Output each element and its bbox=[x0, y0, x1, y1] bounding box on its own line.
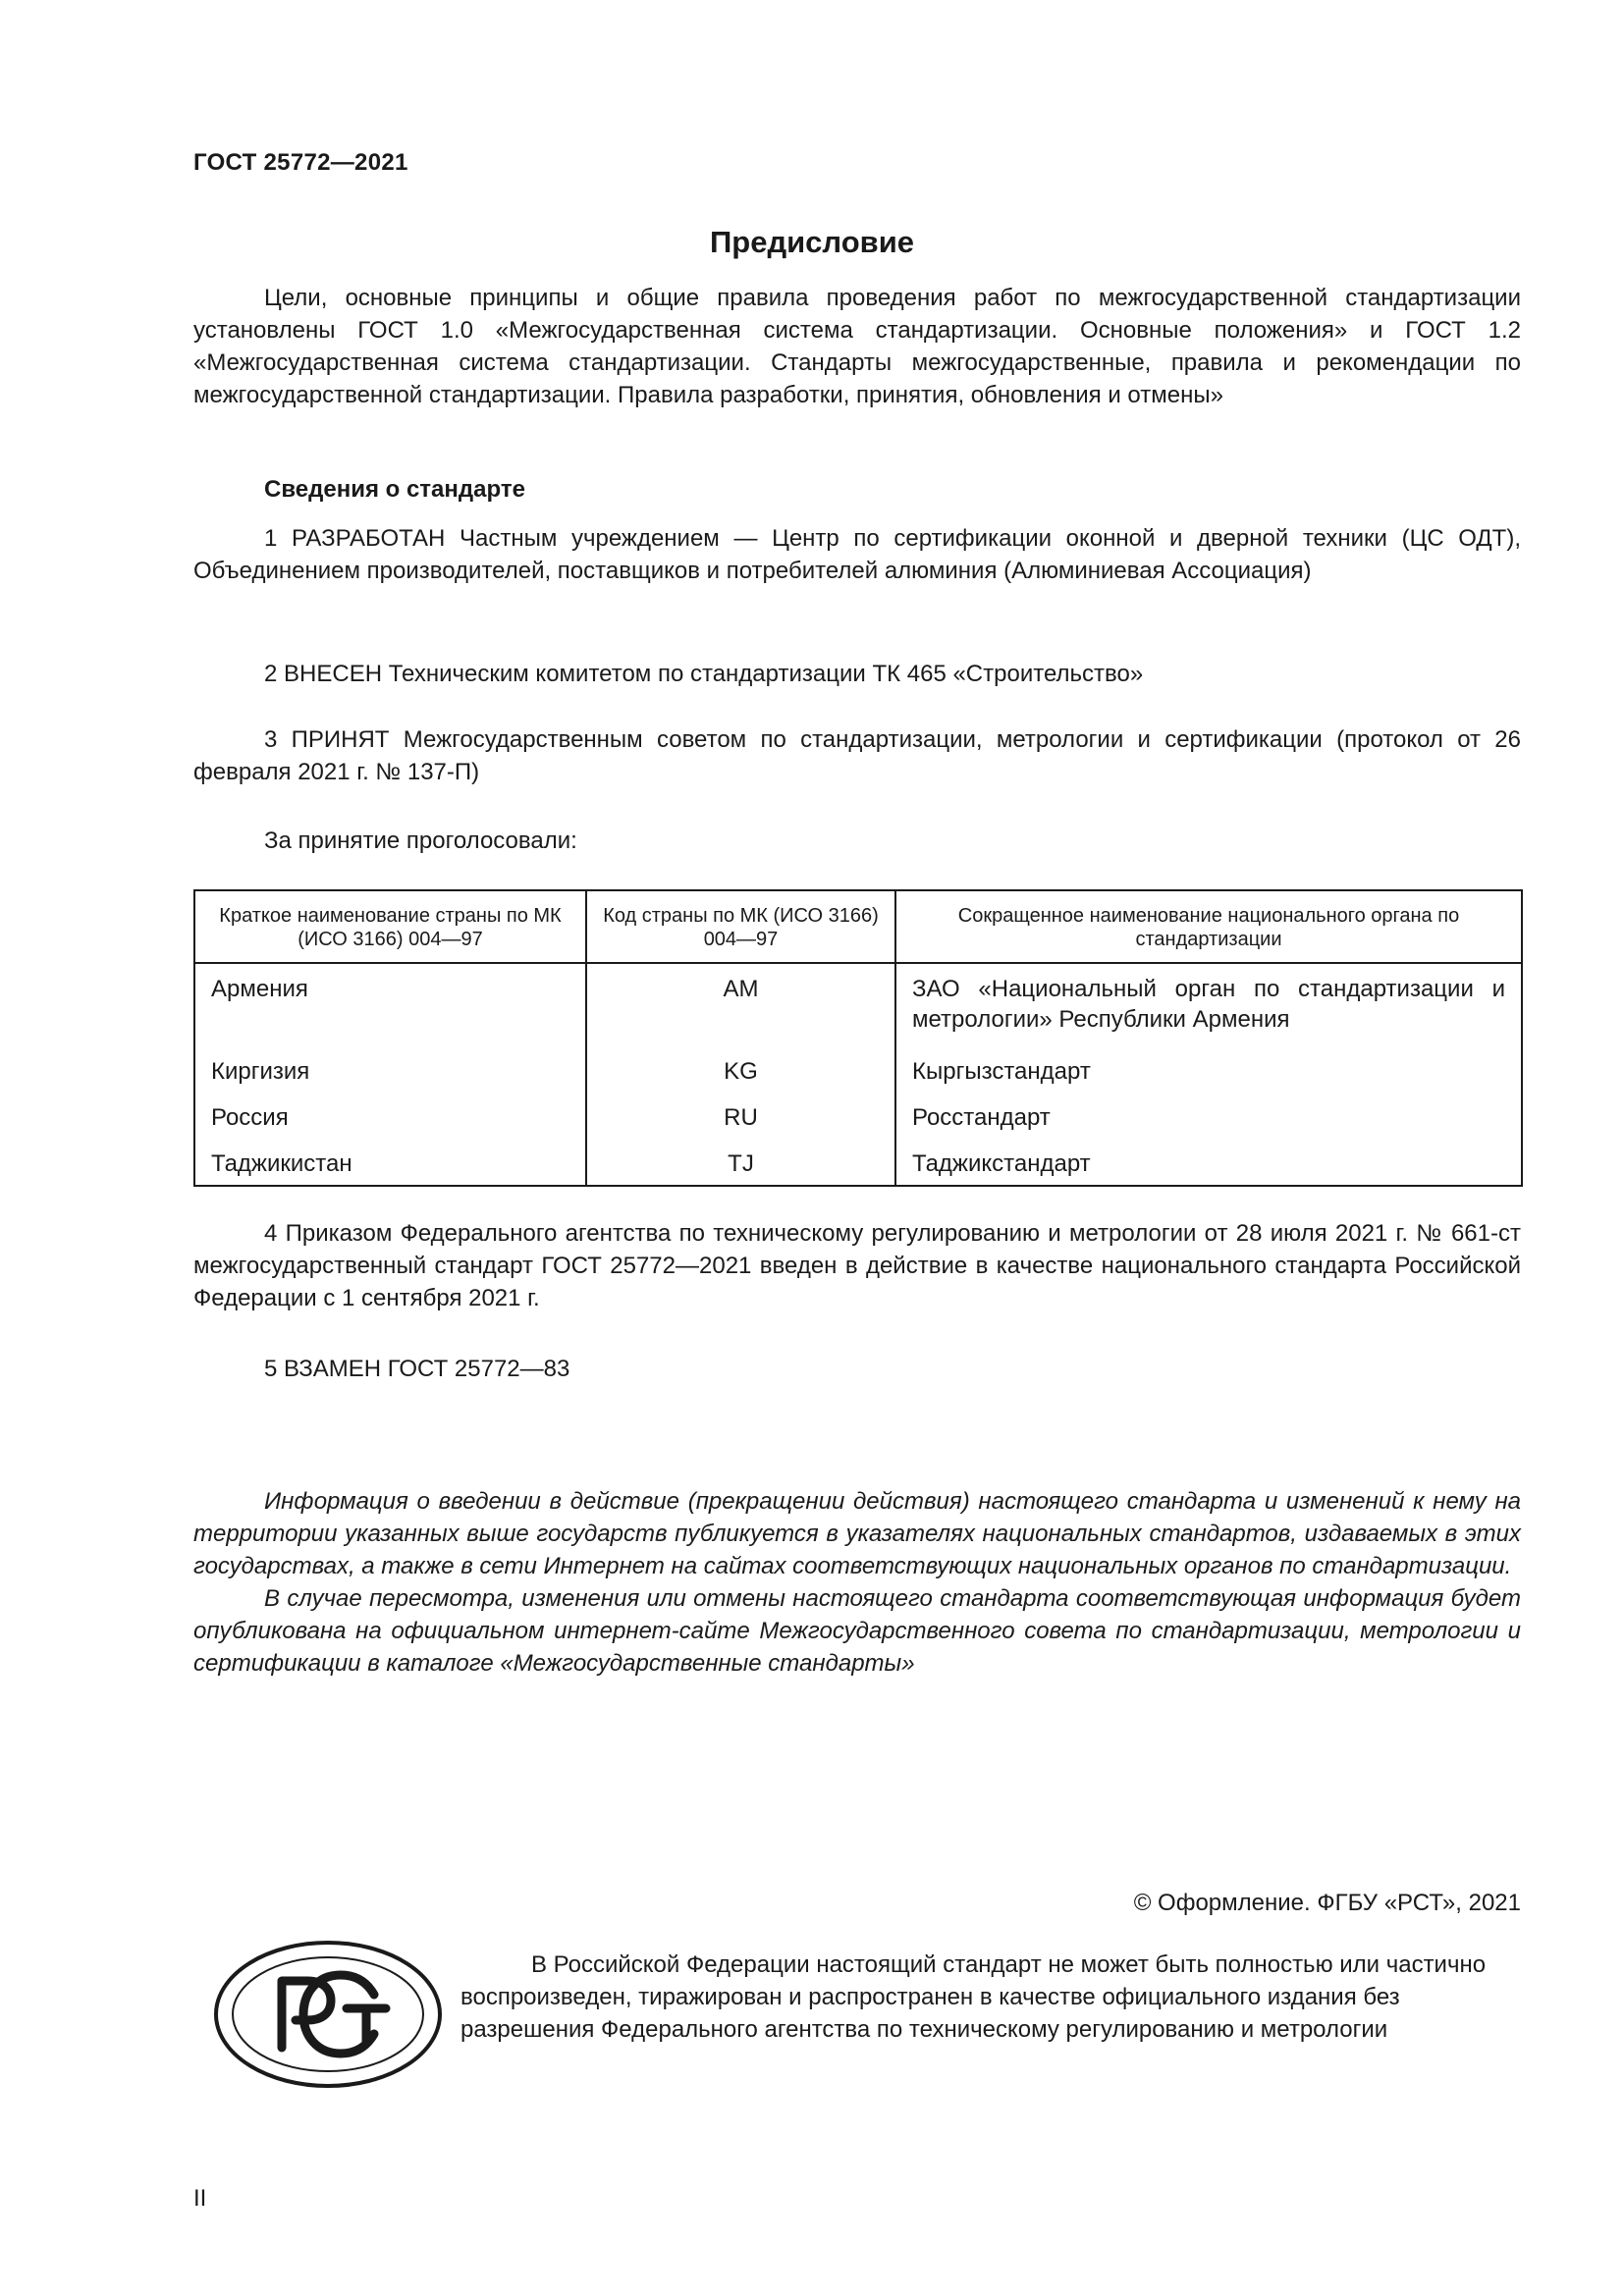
country-cell: Россия bbox=[194, 1095, 586, 1141]
table-row bbox=[194, 963, 1522, 1048]
item-enacted bbox=[193, 1217, 1521, 1314]
info-note-2: В случае пересмотра, изменения или отмены настоящего стандарта соответствующая информация будет опубликована на официальном интернет-сайте Межгосударственного совета по стандартизации, метрологии и сертификации в каталоге «Межгосударственные стандарты» bbox=[193, 1585, 1521, 1677]
organ-cell: ЗАО «Национальный орган по стандартизации и метрологии» Республики Армения bbox=[895, 963, 1522, 1048]
item-replaces bbox=[193, 1353, 1521, 1385]
table-row bbox=[194, 1141, 1522, 1186]
item-developed bbox=[193, 522, 1521, 587]
votes-label: За принятие проголосовали: bbox=[264, 828, 577, 854]
organ-cell: Кыргызстандарт bbox=[895, 1048, 1522, 1095]
item-3-paragraph: 3 ПРИНЯТ Межгосударственным советом по стандартизации, метрологии и сертификации (протокол от 26 февраля 2021 г. № 137-П) bbox=[193, 726, 1521, 785]
organ-cell: Росстандарт bbox=[895, 1095, 1522, 1141]
item-1-paragraph: 1 РАЗРАБОТАН Частным учреждением — Центр по сертификации оконной и дверной техники (ЦС ОДТ), Объединением производителей, поставщиков и потребителей алюминия (Алюминиевая Ассоциация) bbox=[193, 525, 1521, 584]
page-number: II bbox=[193, 2185, 207, 2212]
item-5-paragraph: 5 ВЗАМЕН ГОСТ 25772—83 bbox=[264, 1356, 570, 1382]
country-cell: Таджикистан bbox=[194, 1141, 586, 1186]
code-cell: KG bbox=[586, 1048, 895, 1095]
table-header-row bbox=[194, 890, 1522, 963]
info-note-1: Информация о введении в действие (прекращении действия) настоящего стандарта и изменений к нему на территории указанных выше государств публикуется в указателях национальных стандартов, издаваемых в этих государствах, а также в сети Интернет на сайтах соответствующих национальных органов по стандартизации. bbox=[193, 1488, 1521, 1579]
votes-table bbox=[193, 889, 1523, 1187]
standard-info-heading: Сведения о стандарте bbox=[264, 476, 525, 503]
copyright-line: © Оформление. ФГБУ «РСТ», 2021 bbox=[1133, 1890, 1521, 1916]
code-cell: TJ bbox=[586, 1141, 895, 1186]
column-header-country: Краткое наименование страны по МК (ИСО 3166) 004—97 bbox=[194, 890, 586, 963]
country-cell: Киргизия bbox=[194, 1048, 586, 1095]
item-adopted bbox=[193, 723, 1521, 788]
table-row bbox=[194, 1048, 1522, 1095]
intro-paragraph: Цели, основные принципы и общие правила проведения работ по межгосударственной стандартизации установлены ГОСТ 1.0 «Межгосударственная система стандартизации. Основные положения» и ГОСТ 1.2 «Межгосударственная система стандартизации. Стандарты межгосударственные, правила и рекомендации по межгосударственной стандартизации. Правила разработки, принятия, обновления и отмены» bbox=[193, 285, 1521, 408]
item-2-paragraph: 2 ВНЕСЕН Техническим комитетом по стандартизации ТК 465 «Строительство» bbox=[264, 661, 1144, 687]
table-row bbox=[194, 1095, 1522, 1141]
code-cell: RU bbox=[586, 1095, 895, 1141]
reproduction-notice-text: В Российской Федерации настоящий стандарт не может быть полностью или частично воспроизведен, тиражирован и распространен в качестве официального издания без разрешения Федерального агентства по техническому регулированию и метрологии bbox=[460, 1951, 1487, 2043]
organ-cell: Таджикстандарт bbox=[895, 1141, 1522, 1186]
column-header-organ: Сокращенное наименование национального органа по стандартизации bbox=[895, 890, 1522, 963]
code-cell: AM bbox=[586, 963, 895, 1048]
item-4-paragraph: 4 Приказом Федерального агентства по техническому регулированию и метрологии от 28 июля 2021 г. № 661-ст межгосударственный стандарт ГОСТ 25772—2021 введен в действие в качестве национального стандарта Российской Федерации с 1 сентября 2021 г. bbox=[193, 1220, 1521, 1311]
intro-section bbox=[193, 282, 1521, 411]
page-title: Предисловие bbox=[709, 225, 914, 259]
country-cell: Армения bbox=[194, 963, 586, 1048]
column-header-code: Код страны по МК (ИСО 3166) 004—97 bbox=[586, 890, 895, 963]
votes-label-block bbox=[193, 825, 1521, 857]
info-notes bbox=[193, 1485, 1521, 1680]
reproduction-notice bbox=[460, 1949, 1521, 2046]
item-introduced bbox=[193, 658, 1521, 690]
document-code: ГОСТ 25772—2021 bbox=[193, 149, 408, 176]
rst-mark-icon bbox=[211, 1938, 445, 2091]
